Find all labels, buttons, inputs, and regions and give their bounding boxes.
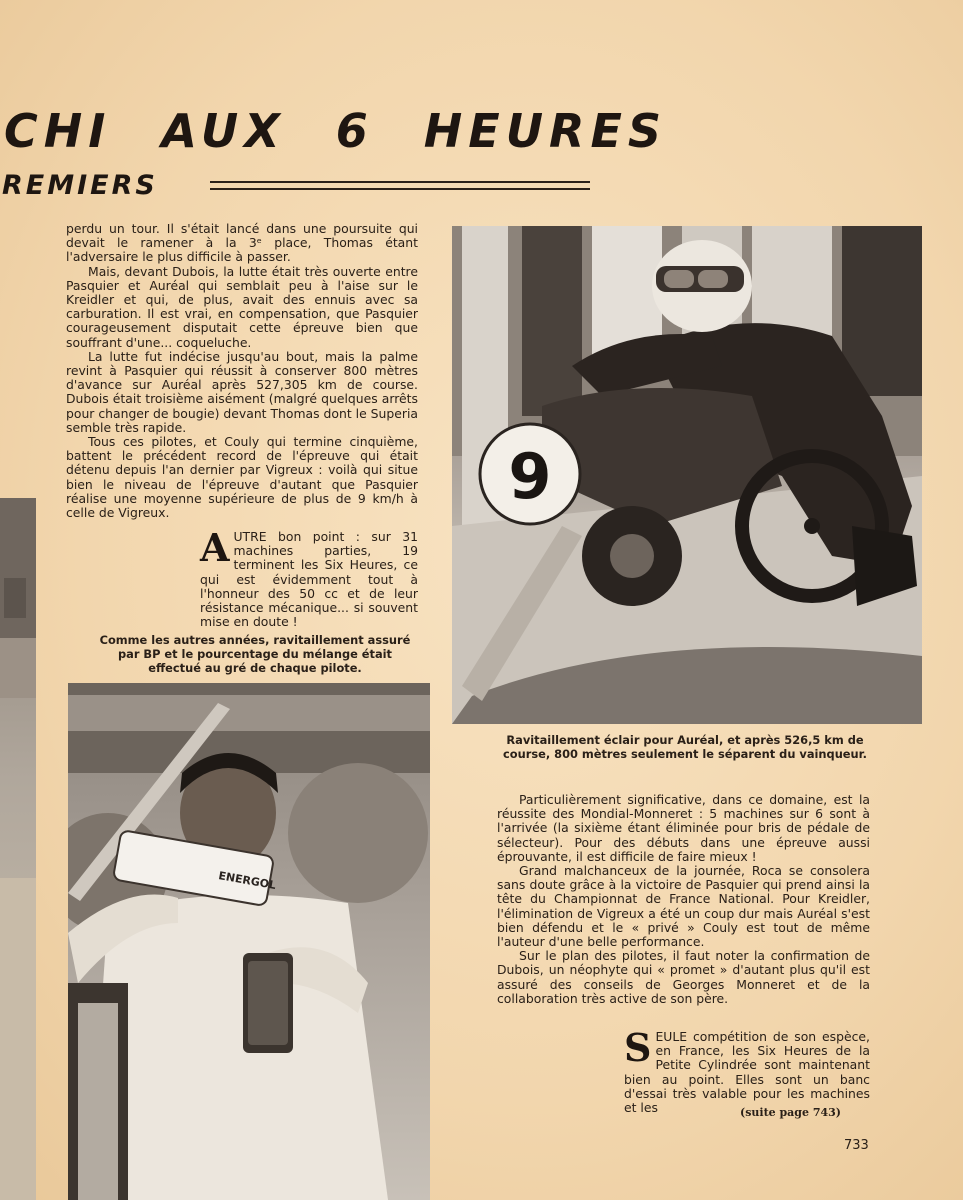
paragraph: perdu un tour. Il s'était lancé dans une poursuite qui devait le ramener à la 3ᵉ place, Thomas étant l'adversaire le plus difficile à passer.: [66, 221, 418, 265]
paragraph: Mais, devant Dubois, la lutte était très ouverte entre Pasquier et Auréal qui semblait peu à l'aise sur le Kreidler et qui, de plus, avait des ennuis avec sa carburation. Il est vrai, en compensation, que Pasquier courageusement disputait cette épreuve bien que souffrant d'une... coqueluche.: [66, 263, 418, 350]
dropcap-letter: S: [624, 1025, 652, 1070]
title-rule: [210, 181, 590, 183]
article-column-right: [497, 793, 870, 1006]
dropcap-paragraph: [200, 525, 418, 630]
paragraph: Tous ces pilotes, et Couly qui termine cinquième, battent le précédent record de l'épreuve qui était détenu depuis l'an dernier par Vigreux : voilà qui situe bien le niveau de l'épreuve d'autant que Pasquier réalise une moyenne supérieure de plus de 9 km/h à celle de Vigreux.: [66, 434, 418, 521]
photo-caption-refuel: Comme les autres années, ravitaillement assuré par BP et le pourcentage du mélange était effectué au gré de chaque pilote.: [99, 633, 411, 675]
motorcycle-photo: [452, 226, 922, 724]
race-number: 9: [508, 440, 552, 513]
dropcap-text: EULE compétition de son espèce, en France, les Six Heures de la Petite Cylindrée sont maintenant bien au point. Elles sont un banc d'essai très valable pour les machines et les: [624, 1029, 870, 1116]
paragraph: Sur le plan des pilotes, il faut noter la confirmation de Dubois, un néophyte qui « promet » d'autant plus qu'il est assuré des conseils de Georges Monneret et de la collaboration très active de son père.: [497, 948, 870, 1006]
refuel-photo: [68, 683, 430, 1200]
headline: CHI AUX 6 HEURES: [4, 104, 668, 158]
dropcap-letter: A: [200, 525, 230, 570]
can-label: ENERGOL: [217, 869, 277, 893]
subheadline: REMIERS: [2, 170, 158, 201]
motorcycle-illustration: [452, 226, 922, 724]
article-column-left: [66, 222, 418, 520]
dropcap-text: UTRE bon point : sur 31 machines parties, 19 terminent les Six Heures, ce qui est évidemment tout à l'honneur des 50 cc et de leur résistance mécanique... si souvent mise en doute !: [200, 529, 418, 630]
dropcap-paragraph: [624, 1025, 870, 1116]
paragraph: La lutte fut indécise jusqu'au bout, mais la palme revint à Pasquier qui réussit à conserver 800 mètres d'avance sur Auréal après 527,305 km de course. Dubois était troisième aisément (malgré quelques arrêts pour changer de bougie) devant Thomas dont le Superia semble très rapide.: [66, 348, 418, 435]
paragraph: Grand malchanceux de la journée, Roca se consolera sans doute grâce à la victoire de Pasquier qui prend ainsi la tête du Championnat de France National. Pour Kreidler, l'élimination de Vigreux a été un coup dur mais Auréal s'est bien défendu et le « privé » Couly est tout de même l'auteur d'une belle performance.: [497, 863, 870, 950]
refuel-illustration: [68, 683, 430, 1200]
paragraph: Particulièrement significative, dans ce domaine, est la réussite des Mondial-Monneret : 5 machines sur 6 sont à l'arrivée (la sixième étant éliminée pour bris de pédale de sélecteur). Pour des débuts dans une épreuve aussi éprouvante, il est difficile de faire mieux !: [497, 792, 870, 864]
page-number: 733: [844, 1138, 869, 1153]
edge-photo-graphic: [0, 498, 36, 1200]
title-rule: [210, 188, 590, 190]
continuation-note: (suite page 743): [740, 1106, 841, 1119]
edge-photo: [0, 498, 36, 1200]
photo-caption-motorcycle: Ravitaillement éclair pour Auréal, et après 526,5 km de course, 800 mètres seulement le séparent du vainqueur.: [503, 733, 867, 761]
